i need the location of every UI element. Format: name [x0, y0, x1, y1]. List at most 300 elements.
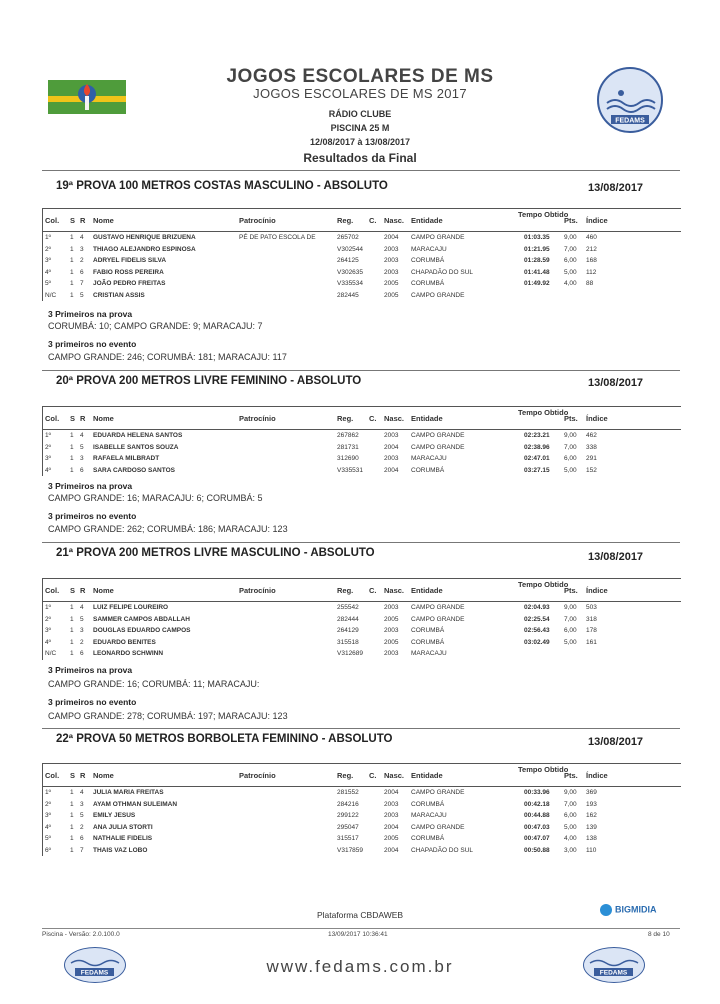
column-header-pts: Pts. — [564, 216, 578, 225]
column-header-nome: Nome — [93, 586, 114, 595]
column-header-c: C. — [369, 414, 377, 423]
cell-indice: 338 — [586, 443, 597, 451]
column-header-reg: Reg. — [337, 414, 354, 423]
event-date: 13/08/2017 — [588, 377, 644, 389]
bigmidia-logo — [600, 904, 657, 916]
cell-pts: 6,00 — [564, 812, 577, 819]
cell-indice: 152 — [586, 466, 597, 474]
cell-entidade: CORUMBÁ — [411, 466, 445, 474]
cell-entidade: MARACAJU — [411, 650, 447, 657]
cell-nasc: 2003 — [384, 627, 399, 634]
cell-nome: DOUGLAS EDUARDO CAMPOS — [93, 627, 191, 634]
cell-s: 1 — [70, 823, 74, 831]
column-header-reg: Reg. — [337, 771, 354, 780]
cell-nome: ANA JULIA STORTI — [93, 823, 153, 831]
cell-pts: 9,00 — [564, 789, 577, 796]
table-row — [43, 637, 681, 649]
column-header-tempo: Tempo Obtido — [518, 210, 569, 219]
table-header — [43, 209, 681, 232]
fedams-logo — [597, 67, 663, 133]
cell-pts: 5,00 — [564, 638, 577, 646]
column-header-reg: Reg. — [337, 586, 354, 595]
cell-nasc: 2004 — [384, 234, 399, 241]
cell-s: 1 — [70, 615, 74, 623]
cell-tempo: 01:03.35 — [524, 234, 550, 241]
column-header-patrocinio: Patrocínio — [239, 414, 276, 423]
cell-entidade: CAMPO GRANDE — [411, 789, 465, 796]
cell-tempo: 01:49.92 — [524, 280, 550, 287]
cell-entidade: CAMPO GRANDE — [411, 234, 465, 241]
table-row — [43, 845, 681, 857]
column-header-nome: Nome — [93, 216, 114, 225]
cell-tempo: 02:56.43 — [524, 627, 550, 634]
cell-r: 7 — [80, 846, 84, 854]
cell-r: 5 — [80, 291, 84, 299]
cell-entidade: MARACAJU — [411, 455, 447, 462]
cell-nome: SARA CARDOSO SANTOS — [93, 466, 175, 474]
page-title: JOGOS ESCOLARES DE MS — [226, 66, 494, 87]
cell-indice: 503 — [586, 604, 597, 611]
table-row — [43, 614, 681, 626]
table-row — [43, 602, 681, 614]
cell-s: 1 — [70, 245, 74, 253]
cell-col: 4º — [45, 466, 51, 474]
column-header-indice: Índice — [586, 771, 608, 780]
column-header-reg: Reg. — [337, 216, 354, 225]
results-table — [42, 406, 681, 476]
cell-nome: EDUARDO BENITES — [93, 638, 156, 646]
cell-reg: 267862 — [337, 432, 359, 439]
results-table — [42, 578, 681, 660]
svg-text:FEDAMS: FEDAMS — [615, 117, 645, 125]
column-header-tempo: Tempo Obtido — [518, 408, 569, 417]
cell-indice: 110 — [586, 846, 597, 854]
cell-pts: 6,00 — [564, 627, 577, 634]
cell-reg: 265702 — [337, 234, 359, 241]
cell-nome: ADRYEL FIDELIS SILVA — [93, 257, 167, 264]
table-row — [43, 442, 681, 454]
table-row — [43, 648, 681, 660]
column-header-col: Col. — [45, 414, 60, 423]
cell-nome: AYAM OTHMAN SULEIMAN — [93, 800, 178, 808]
cell-pts: 6,00 — [564, 455, 577, 462]
swimmer-icon — [599, 69, 661, 131]
column-header-s: S — [70, 216, 76, 225]
cell-nome: THIAGO ALEJANDRO ESPINOSA — [93, 245, 196, 253]
cell-indice: 138 — [586, 835, 597, 842]
cell-r: 3 — [80, 455, 84, 462]
cell-pts: 7,00 — [564, 245, 577, 253]
cell-nome: LEONARDO SCHWINN — [93, 650, 164, 657]
table-header — [43, 764, 681, 787]
cell-col: 2º — [45, 245, 51, 253]
cell-col: 3º — [45, 627, 51, 634]
cell-col: 6º — [45, 846, 51, 854]
cell-nome: THAIS VAZ LOBO — [93, 846, 148, 854]
fedams-icon — [584, 948, 643, 981]
divider — [42, 370, 680, 371]
top3-evento-label: 3 primeiros no evento — [48, 339, 137, 349]
top3-evento-text: CAMPO GRANDE: 262; CORUMBÁ: 186; MARACAJU: 123 — [48, 524, 288, 534]
event-date: 13/08/2017 — [588, 182, 644, 194]
cell-pts: 5,00 — [564, 466, 577, 474]
results-table — [42, 208, 681, 301]
cell-indice: 161 — [586, 638, 597, 646]
cell-nasc: 2003 — [384, 604, 399, 611]
cell-r: 5 — [80, 812, 84, 819]
column-header-entidade: Entidade — [411, 414, 443, 423]
cell-r: 3 — [80, 800, 84, 808]
column-header-patrocinio: Patrocínio — [239, 216, 276, 225]
cell-col: 2º — [45, 615, 51, 623]
cell-r: 4 — [80, 234, 84, 241]
column-header-nasc: Nasc. — [384, 586, 405, 595]
column-header-r: R — [80, 216, 86, 225]
cell-pts: 4,00 — [564, 280, 577, 287]
cell-entidade: CAMPO GRANDE — [411, 443, 465, 451]
table-row — [43, 625, 681, 637]
cell-col: 5º — [45, 280, 51, 287]
cell-tempo: 03:02.49 — [524, 638, 550, 646]
column-header-patrocinio: Patrocínio — [239, 586, 276, 595]
table-row — [43, 810, 681, 822]
divider — [42, 542, 680, 543]
cell-pts: 7,00 — [564, 800, 577, 808]
cell-r: 7 — [80, 280, 84, 287]
cell-reg: 264125 — [337, 257, 359, 264]
cell-nome: FABIO ROSS PEREIRA — [93, 268, 164, 276]
cell-nasc: 2005 — [384, 638, 399, 646]
cell-r: 6 — [80, 268, 84, 276]
cell-s: 1 — [70, 835, 74, 842]
cell-reg: 281731 — [337, 443, 359, 451]
cell-nasc: 2003 — [384, 268, 399, 276]
cell-indice: 168 — [586, 257, 597, 264]
column-header-r: R — [80, 586, 86, 595]
cell-reg: 282444 — [337, 615, 359, 623]
table-row — [43, 453, 681, 465]
cell-reg: 264129 — [337, 627, 359, 634]
cell-s: 1 — [70, 268, 74, 276]
cell-nasc: 2005 — [384, 280, 399, 287]
cell-nome: GUSTAVO HENRIQUE BRIZUENA — [93, 234, 196, 241]
cell-pts: 7,00 — [564, 443, 577, 451]
cell-r: 6 — [80, 466, 84, 474]
cell-col: 4º — [45, 268, 51, 276]
platform-label: Plataforma CBDAWEB — [316, 910, 404, 920]
cell-tempo: 00:47.03 — [524, 823, 550, 831]
cell-indice: 139 — [586, 823, 597, 831]
pool: PISCINA 25 M — [330, 123, 390, 133]
column-header-r: R — [80, 771, 86, 780]
cell-nome: LUIZ FELIPE LOUREIRO — [93, 604, 169, 611]
cell-nome: CRISTIAN ASSIS — [93, 291, 145, 299]
cell-pts: 5,00 — [564, 823, 577, 831]
event-date: 13/08/2017 — [588, 736, 644, 748]
cell-entidade: CHAPADÃO DO SUL — [411, 268, 474, 276]
bigmidia-text: BIGMIDIA — [615, 904, 657, 915]
table-row — [43, 833, 681, 845]
cell-col: N/C — [45, 650, 57, 657]
table-row — [43, 278, 681, 290]
cell-s: 1 — [70, 604, 74, 611]
column-header-c: C. — [369, 771, 377, 780]
cell-reg: 281552 — [337, 789, 359, 796]
cell-col: 2º — [45, 800, 51, 808]
cell-indice: 162 — [586, 812, 597, 819]
cell-nasc: 2004 — [384, 846, 399, 854]
cell-entidade: CORUMBÁ — [411, 280, 445, 287]
cell-nome: JOÃO PEDRO FREITAS — [93, 280, 166, 287]
column-header-indice: Índice — [586, 586, 608, 595]
cell-r: 4 — [80, 604, 84, 611]
top3-prova-label: 3 Primeiros na prova — [48, 665, 133, 675]
top3-evento-text: CAMPO GRANDE: 278; CORUMBÁ: 197; MARACAJU: 123 — [48, 711, 288, 721]
cell-col: 3º — [45, 812, 51, 819]
cell-reg: V302544 — [337, 245, 364, 253]
column-header-indice: Índice — [586, 216, 608, 225]
column-header-c: C. — [369, 216, 377, 225]
cell-indice: 318 — [586, 615, 597, 623]
top3-evento-label: 3 primeiros no evento — [48, 511, 137, 521]
column-header-r: R — [80, 414, 86, 423]
cell-s: 1 — [70, 291, 74, 299]
cell-col: 1º — [45, 604, 51, 611]
cell-nome: RAFAELA MILBRADT — [93, 455, 160, 462]
cell-r: 2 — [80, 257, 84, 264]
cell-col: 3º — [45, 455, 51, 462]
cell-r: 6 — [80, 835, 84, 842]
column-header-entidade: Entidade — [411, 586, 443, 595]
column-header-nome: Nome — [93, 771, 114, 780]
cell-nome: ISABELLE SANTOS SOUZA — [93, 443, 179, 451]
cell-pts: 3,00 — [564, 846, 577, 854]
cell-s: 1 — [70, 812, 74, 819]
cell-indice: 462 — [586, 432, 597, 439]
cell-s: 1 — [70, 638, 74, 646]
table-header — [43, 579, 681, 602]
cell-pts: 6,00 — [564, 257, 577, 264]
column-header-tempo: Tempo Obtido — [518, 765, 569, 774]
divider — [42, 170, 680, 171]
cell-indice: 112 — [586, 268, 597, 276]
cell-nasc: 2005 — [384, 835, 399, 842]
cell-nome: EMILY JESUS — [93, 812, 136, 819]
column-header-s: S — [70, 771, 76, 780]
cell-s: 1 — [70, 466, 74, 474]
cell-entidade: CORUMBÁ — [411, 257, 445, 264]
cell-tempo: 00:42.18 — [524, 800, 550, 808]
cell-pts: 9,00 — [564, 432, 577, 439]
cell-indice: 193 — [586, 800, 597, 808]
cell-nasc: 2003 — [384, 800, 399, 808]
column-header-nasc: Nasc. — [384, 771, 405, 780]
cell-nasc: 2003 — [384, 650, 399, 657]
cell-reg: 282445 — [337, 291, 359, 299]
cell-entidade: MARACAJU — [411, 245, 447, 253]
svg-text:FEDAMS: FEDAMS — [599, 969, 628, 977]
table-row — [43, 787, 681, 799]
cell-entidade: MARACAJU — [411, 812, 447, 819]
column-header-pts: Pts. — [564, 586, 578, 595]
cell-nasc: 2003 — [384, 257, 399, 264]
cell-nome: SAMMER CAMPOS ABDALLAH — [93, 615, 190, 623]
cell-reg: 295047 — [337, 823, 359, 831]
column-header-col: Col. — [45, 586, 60, 595]
cell-s: 1 — [70, 800, 74, 808]
svg-text:FEDAMS: FEDAMS — [80, 969, 109, 977]
cell-r: 5 — [80, 615, 84, 623]
cell-s: 1 — [70, 234, 74, 241]
event-date: 13/08/2017 — [588, 551, 644, 563]
results-table — [42, 763, 681, 856]
cell-pts: 7,00 — [564, 615, 577, 623]
cell-s: 1 — [70, 443, 74, 451]
cell-nasc: 2004 — [384, 789, 399, 796]
column-header-patrocinio: Patrocínio — [239, 771, 276, 780]
cell-reg: 315517 — [337, 835, 359, 842]
page-subtitle: JOGOS ESCOLARES DE MS 2017 — [253, 86, 467, 101]
cell-tempo: 02:47.01 — [524, 455, 550, 462]
cell-reg: 312690 — [337, 455, 359, 462]
column-header-pts: Pts. — [564, 771, 578, 780]
cell-tempo: 00:33.96 — [524, 789, 550, 796]
column-header-nasc: Nasc. — [384, 216, 405, 225]
top3-prova-text: CAMPO GRANDE: 16; MARACAJU: 6; CORUMBÁ: 5 — [48, 493, 263, 503]
cell-indice: 460 — [586, 234, 597, 241]
cell-reg: V302635 — [337, 268, 364, 276]
timestamp: 13/09/2017 10:36:41 — [328, 931, 388, 938]
cell-entidade: CAMPO GRANDE — [411, 823, 465, 831]
cell-nome: EDUARDA HELENA SANTOS — [93, 432, 183, 439]
column-header-entidade: Entidade — [411, 216, 443, 225]
column-header-pts: Pts. — [564, 414, 578, 423]
cell-tempo: 00:50.88 — [524, 846, 550, 854]
cell-entidade: CORUMBÁ — [411, 638, 445, 646]
cell-entidade: CHAPADÃO DO SUL — [411, 846, 474, 854]
cell-indice: 212 — [586, 245, 597, 253]
bigmidia-icon — [600, 904, 612, 916]
version-label: Piscina - Versão: 2.0.100.0 — [42, 931, 120, 938]
cell-tempo: 02:04.93 — [524, 604, 550, 611]
cell-reg: 255542 — [337, 604, 359, 611]
cell-indice: 291 — [586, 455, 597, 462]
cell-tempo: 03:27.15 — [524, 466, 550, 474]
cell-pts: 9,00 — [564, 234, 577, 241]
cell-nasc: 2003 — [384, 455, 399, 462]
cell-entidade: CAMPO GRANDE — [411, 604, 465, 611]
column-header-nome: Nome — [93, 414, 114, 423]
cell-patrocinio: PÉ DE PATO ESCOLA DE — [239, 234, 316, 241]
cell-col: 4º — [45, 823, 51, 831]
column-header-s: S — [70, 414, 76, 423]
cell-tempo: 00:47.07 — [524, 835, 550, 842]
cell-entidade: CAMPO GRANDE — [411, 615, 465, 623]
cell-nasc: 2003 — [384, 245, 399, 253]
cell-reg: V312689 — [337, 650, 364, 657]
website-link[interactable]: www.fedams.com.br — [266, 957, 454, 976]
cell-entidade: CAMPO GRANDE — [411, 291, 465, 299]
cell-nome: JULIA MARIA FREITAS — [93, 789, 164, 796]
cell-s: 1 — [70, 627, 74, 634]
event-title: 20ª PROVA 200 METROS LIVRE FEMININO - ABSOLUTO — [56, 375, 362, 387]
column-header-c: C. — [369, 586, 377, 595]
cell-r: 5 — [80, 443, 84, 451]
cell-col: 1º — [45, 234, 51, 241]
event-title: 19ª PROVA 100 METROS COSTAS MASCULINO - ABSOLUTO — [56, 180, 388, 192]
cell-nasc: 2004 — [384, 443, 399, 451]
table-row — [43, 267, 681, 279]
cell-nasc: 2005 — [384, 615, 399, 623]
cell-tempo: 00:44.88 — [524, 812, 550, 819]
cell-s: 1 — [70, 257, 74, 264]
cell-entidade: CORUMBÁ — [411, 835, 445, 842]
column-header-nasc: Nasc. — [384, 414, 405, 423]
cell-reg: 284216 — [337, 800, 359, 808]
cell-col: 1º — [45, 432, 51, 439]
cell-s: 1 — [70, 650, 74, 657]
table-row — [43, 255, 681, 267]
cell-indice: 369 — [586, 789, 597, 796]
column-header-indice: Índice — [586, 414, 608, 423]
results-title: Resultados da Final — [303, 151, 417, 165]
cell-nasc: 2004 — [384, 823, 399, 831]
cell-s: 1 — [70, 789, 74, 796]
event-title: 22ª PROVA 50 METROS BORBOLETA FEMININO - ABSOLUTO — [56, 733, 393, 745]
cell-r: 6 — [80, 650, 84, 657]
table-row — [43, 430, 681, 442]
top3-prova-label: 3 Primeiros na prova — [48, 481, 133, 491]
cell-nasc: 2004 — [384, 466, 399, 474]
cell-tempo: 01:41.48 — [524, 268, 550, 276]
top3-prova-label: 3 Primeiros na prova — [48, 309, 133, 319]
cell-reg: V317859 — [337, 846, 364, 854]
event-title: 21ª PROVA 200 METROS LIVRE MASCULINO - ABSOLUTO — [56, 547, 375, 559]
cell-entidade: CORUMBÁ — [411, 627, 445, 634]
cell-tempo: 02:25.54 — [524, 615, 550, 623]
cell-r: 4 — [80, 789, 84, 796]
footer-divider — [42, 928, 680, 929]
table-row — [43, 822, 681, 834]
cell-reg: 315518 — [337, 638, 359, 646]
column-header-tempo: Tempo Obtido — [518, 580, 569, 589]
cell-s: 1 — [70, 280, 74, 287]
cell-r: 4 — [80, 432, 84, 439]
cell-r: 3 — [80, 627, 84, 634]
table-row — [43, 232, 681, 244]
cell-nasc: 2003 — [384, 432, 399, 439]
venue: RÁDIO CLUBE — [328, 109, 392, 119]
top3-evento-label: 3 primeiros no evento — [48, 697, 137, 707]
cell-reg: 299122 — [337, 812, 359, 819]
cell-nasc: 2005 — [384, 291, 399, 299]
cell-entidade: CAMPO GRANDE — [411, 432, 465, 439]
table-row — [43, 465, 681, 477]
divider — [42, 728, 680, 729]
cell-nasc: 2003 — [384, 812, 399, 819]
cell-s: 1 — [70, 846, 74, 854]
cell-r: 2 — [80, 823, 84, 831]
cell-reg: V335531 — [337, 466, 364, 474]
top3-evento-text: CAMPO GRANDE: 246; CORUMBÁ: 181; MARACAJU: 117 — [48, 352, 287, 362]
cell-col: 1º — [45, 789, 51, 796]
cell-col: 5º — [45, 835, 51, 842]
column-header-col: Col. — [45, 771, 60, 780]
table-header — [43, 407, 681, 430]
top3-prova-text: CAMPO GRANDE: 16; CORUMBÁ: 11; MARACAJU: — [48, 679, 260, 689]
dates: 12/08/2017 à 13/08/2017 — [309, 137, 411, 147]
cell-s: 1 — [70, 432, 74, 439]
